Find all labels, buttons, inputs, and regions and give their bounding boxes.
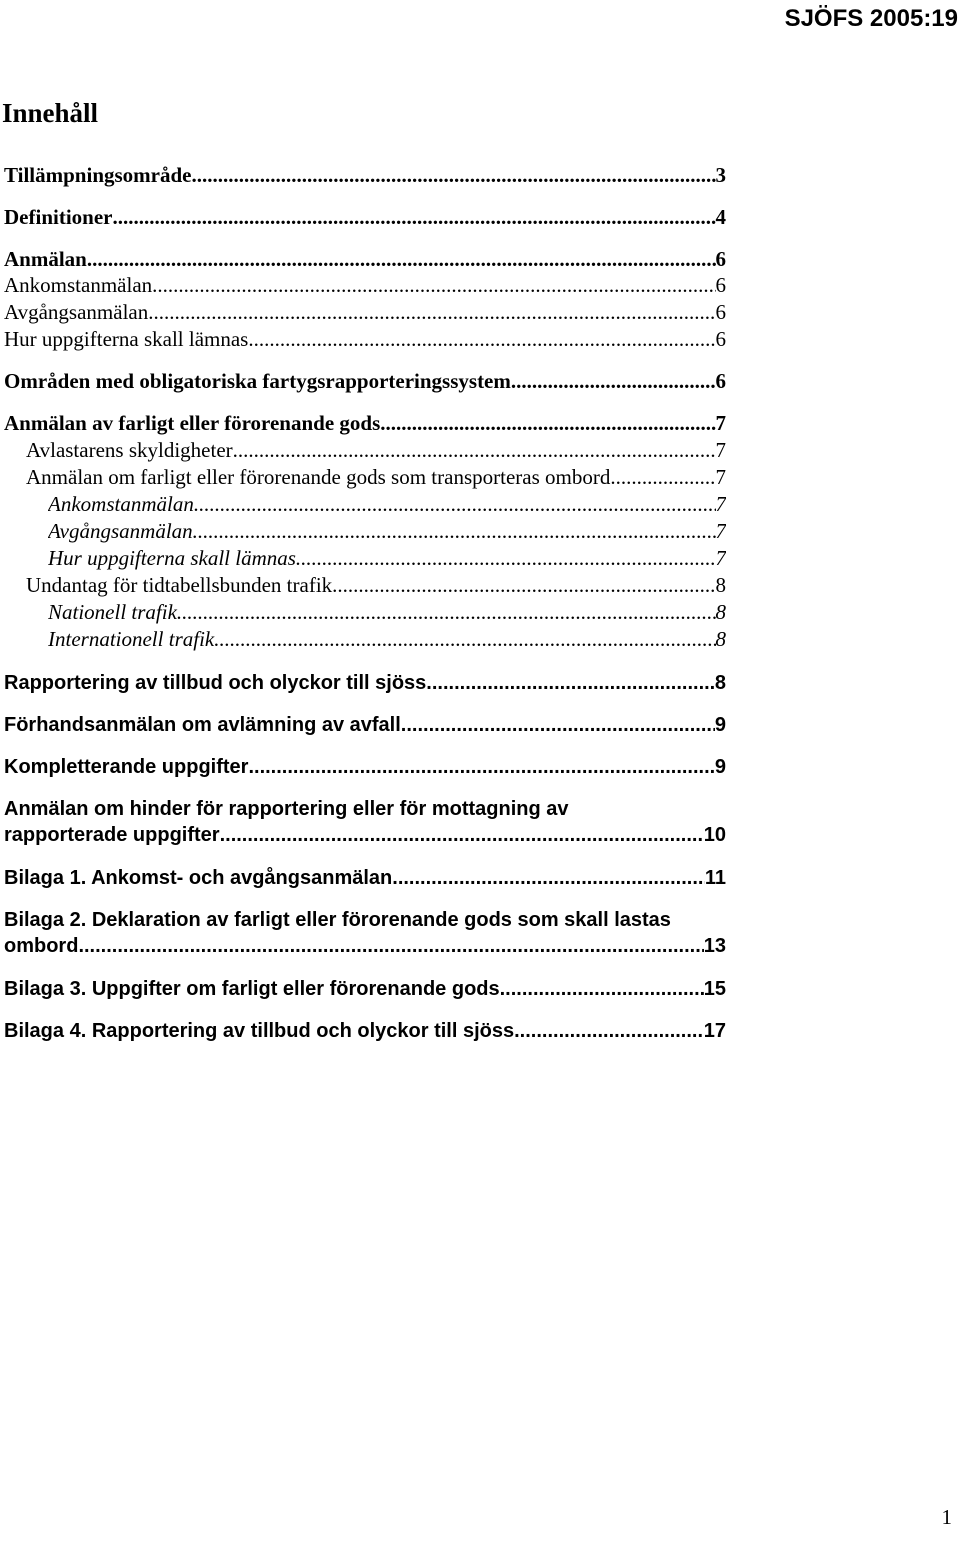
dot-leader xyxy=(148,299,715,325)
toc-entry-avgangsanmalan-2[interactable] xyxy=(48,518,726,544)
toc-entry-kompletterande[interactable] xyxy=(4,754,726,780)
toc-entry-internationell[interactable] xyxy=(48,626,726,652)
toc-entry-label: Förhandsanmälan om avlämning av avfall xyxy=(4,714,401,736)
toc-entry-page: 4 xyxy=(715,205,726,229)
toc-entry-avlastarens[interactable] xyxy=(26,437,726,463)
toc-entry-page: 7 xyxy=(715,492,726,516)
dot-leader xyxy=(248,754,714,780)
toc-entry-page: 6 xyxy=(715,273,726,297)
toc-entry-label: Bilaga 2. Deklaration av farligt eller förorenande gods som skall lastas xyxy=(4,909,671,931)
toc-entry-label: Hur uppgifterna skall lämnas xyxy=(4,327,249,351)
dot-leader xyxy=(514,1018,704,1044)
toc-entry-label: Anmälan xyxy=(4,247,87,271)
toc-entry-nationell[interactable] xyxy=(48,599,726,625)
toc-entry-label: Definitioner xyxy=(4,205,113,229)
toc-entry-label: Områden med obligatoriska fartygsrapporteringssystem xyxy=(4,369,511,393)
toc-title: Innehåll xyxy=(2,98,99,128)
running-header: SJÖFS 2005:19 xyxy=(784,5,958,32)
toc-entry-bilaga-3[interactable] xyxy=(4,976,726,1002)
toc-entry-farligt-gods[interactable] xyxy=(4,410,726,436)
dot-leader xyxy=(87,246,716,272)
toc-entry-page: 8 xyxy=(715,600,726,624)
dot-leader xyxy=(193,518,716,544)
toc-entry-page: 7 xyxy=(715,465,726,489)
toc-entry-forhandsanmalan[interactable] xyxy=(4,712,726,738)
toc-entry-page: 11 xyxy=(704,867,726,889)
toc-entry-label-continued: rapporterade uppgifter xyxy=(4,824,220,846)
toc-entry-label: Anmälan av farligt eller förorenande gods xyxy=(4,411,381,435)
dot-leader xyxy=(112,204,715,230)
dot-leader xyxy=(392,865,705,891)
toc-entry-bilaga-4[interactable] xyxy=(4,1018,726,1044)
toc-entry-label: Rapportering av tillbud och olyckor till sjöss xyxy=(4,672,427,694)
toc-entry-label: Nationell trafik xyxy=(48,600,177,624)
toc-entry-page: 15 xyxy=(703,978,726,1000)
dot-leader xyxy=(177,599,716,625)
toc-entry-page: 8 xyxy=(715,573,726,597)
dot-leader xyxy=(191,162,715,188)
dot-leader xyxy=(426,670,715,696)
toc-entry-anmalan-om-farligt[interactable] xyxy=(26,464,726,490)
toc-entry-page: 10 xyxy=(703,824,726,846)
dot-leader xyxy=(220,822,704,848)
dot-leader xyxy=(401,712,715,738)
dot-leader xyxy=(500,976,704,1002)
toc-entry-rapportering[interactable] xyxy=(4,670,726,696)
toc-entry-label: Avgångsanmälan xyxy=(48,519,193,543)
toc-entry-ankomstanmalan[interactable] xyxy=(4,272,726,298)
dot-leader xyxy=(233,437,716,463)
toc-entry-page: 8 xyxy=(715,627,726,651)
toc-entry-page: 6 xyxy=(715,327,726,351)
toc-entry-omraden[interactable] xyxy=(4,368,726,394)
toc-entry-label: Anmälan om hinder för rapportering eller för mottagning av xyxy=(4,798,569,820)
toc-entry-label: Bilaga 3. Uppgifter om farligt eller förorenande gods xyxy=(4,978,500,1000)
toc-entry-hur-uppgifterna[interactable] xyxy=(4,326,726,352)
toc-entry-label: Avgångsanmälan xyxy=(4,300,149,324)
toc-entry-label: Tillämpningsområde xyxy=(4,163,192,187)
page-number: 1 xyxy=(941,1505,952,1529)
toc-entry-page: 7 xyxy=(715,438,726,462)
dot-leader xyxy=(152,272,715,298)
dot-leader xyxy=(610,464,715,490)
toc-entry-bilaga-2[interactable] xyxy=(4,907,726,959)
toc-entry-page: 6 xyxy=(715,247,726,271)
toc-entry-anmalan[interactable] xyxy=(4,246,726,272)
toc-entry-label: Anmälan om farligt eller förorenande gods som transporteras ombord xyxy=(26,465,611,489)
toc-entry-page: 9 xyxy=(714,714,726,736)
dot-leader xyxy=(511,368,716,394)
dot-leader xyxy=(78,933,703,959)
dot-leader xyxy=(332,572,715,598)
toc-entry-hur-uppgifterna-2[interactable] xyxy=(48,545,726,571)
toc-entry-label-continued: ombord xyxy=(4,935,79,957)
toc-entry-label: Avlastarens skyldigheter xyxy=(26,438,233,462)
toc-entry-definitioner[interactable] xyxy=(4,204,726,230)
toc-entry-avgangsanmalan[interactable] xyxy=(4,299,726,325)
toc-entry-page: 6 xyxy=(715,369,726,393)
dot-leader xyxy=(296,545,716,571)
dot-leader xyxy=(380,410,715,436)
toc-entry-tillampningsomrade[interactable] xyxy=(4,162,726,188)
toc-entry-page: 17 xyxy=(703,1020,726,1042)
toc-entry-label: Ankomstanmälan xyxy=(4,273,153,297)
toc-entry-page: 7 xyxy=(715,519,726,543)
toc-entry-page: 3 xyxy=(715,163,726,187)
toc-entry-page: 7 xyxy=(715,546,726,570)
dot-leader xyxy=(248,326,715,352)
toc-entry-ankomstanmalan-2[interactable] xyxy=(48,491,726,517)
toc-entry-anmalan-om-hinder[interactable] xyxy=(4,796,726,848)
toc-entry-page: 6 xyxy=(715,300,726,324)
toc-entry-label: Kompletterande uppgifter xyxy=(4,756,249,778)
toc-entry-undantag[interactable] xyxy=(26,572,726,598)
toc-entry-page: 7 xyxy=(715,411,726,435)
toc-entry-label: Bilaga 4. Rapportering av tillbud och olyckor till sjöss xyxy=(4,1020,515,1042)
toc-entry-label: Hur uppgifterna skall lämnas xyxy=(48,546,296,570)
toc-entry-label: Undantag för tidtabellsbunden trafik xyxy=(26,573,333,597)
toc-entry-page: 13 xyxy=(703,935,726,957)
toc-entry-label: Ankomstanmälan xyxy=(48,492,194,516)
dot-leader xyxy=(214,626,715,652)
toc-entry-bilaga-1[interactable] xyxy=(4,865,726,891)
toc-entry-page: 9 xyxy=(714,756,726,778)
toc-entry-page: 8 xyxy=(714,672,726,694)
toc-entry-label: Bilaga 1. Ankomst- och avgångsanmälan xyxy=(4,867,393,889)
toc-entry-label: Internationell trafik xyxy=(48,627,215,651)
dot-leader xyxy=(194,491,716,517)
